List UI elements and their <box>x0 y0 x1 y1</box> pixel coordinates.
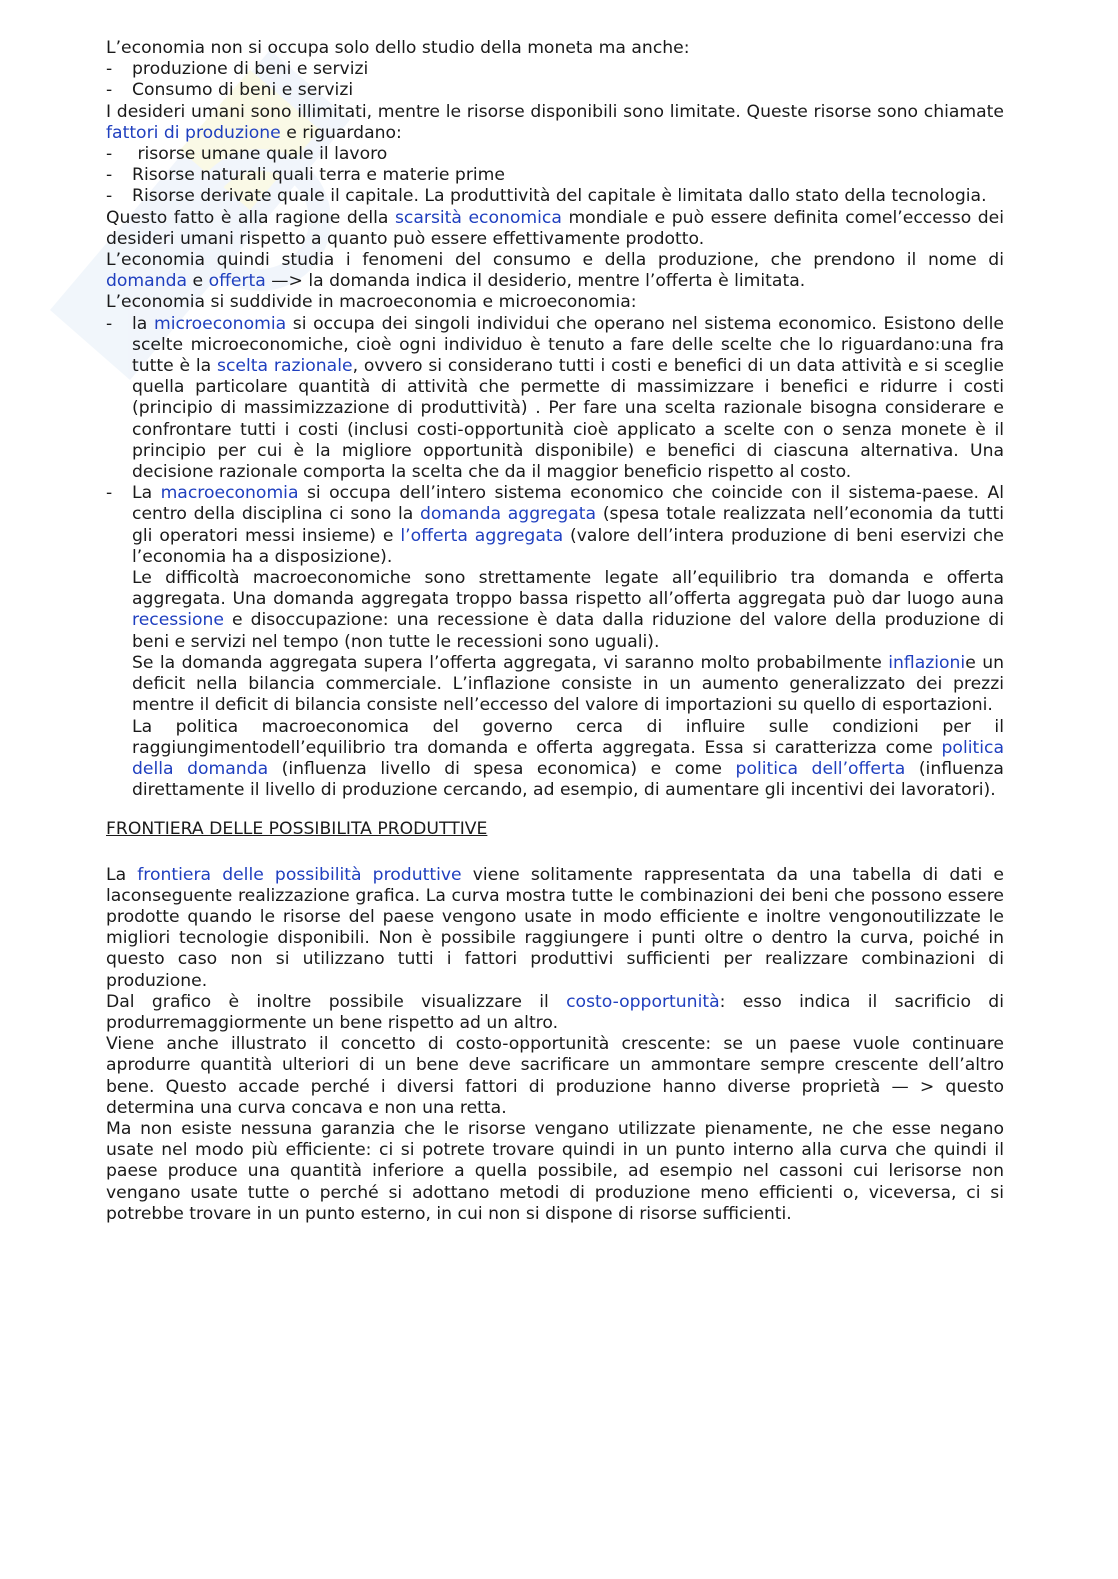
highlight-term: recessione <box>132 610 224 631</box>
section-heading: FRONTIERA DELLE POSSIBILITA PRODUTTIVE <box>106 819 488 840</box>
list-item <box>106 186 1004 207</box>
paragraph: L’economia quindi studia i fenomeni del consumo e della produzione, che prendono il nome di domanda e offerta —> la domanda indica il desiderio, mentre l’offerta è limitata. <box>106 250 1004 292</box>
paragraph: Ma non esiste nessuna garanzia che le risorse vengano utilizzate pienamente, ne che esse negano usate nel modo più efficiente: ci si potrete trovare quindi in un punto interno alla curva che quindi il paese produce una quantità inferiore a quella possibile, ad esempio nel cassoni cui lerisorse non vengano usate tutte o perché si adottano metodi di produzione meno efficienti o, viceversa, ci si potrebbe trovare in un punto esterno, in cui non si dispone di risorse sufficienti. <box>106 1118 1004 1224</box>
highlight-term: fattori di produzione <box>106 122 281 143</box>
paragraph: Dal grafico è inoltre possibile visualizzare il costo-opportunità: esso indica il sacrificio di produrremaggiormente un bene rispetto ad un altro. <box>106 991 1004 1033</box>
highlight-term: costo-opportunità <box>566 991 720 1012</box>
bullet-dash: - <box>106 313 113 334</box>
highlight-term: offerta <box>208 271 266 292</box>
highlight-term: domanda aggregata <box>419 504 597 525</box>
highlight-term: inflazioni <box>888 652 966 673</box>
bullet-dash: - <box>106 144 113 165</box>
list-item <box>106 144 1004 165</box>
document-body <box>106 38 1004 1225</box>
paragraph: L’economia si suddivide in macroeconomia e microeconomia: <box>106 292 637 313</box>
bullet-dash: - <box>106 186 113 207</box>
highlight-term: l’offerta aggregata <box>400 525 564 546</box>
list-item-text: la microeconomia si occupa dei singoli individui che operano nel sistema economico. Esistono delle scelte microeconomiche, cioè ogni individuo è tenuto a fare delle scelte che lo riguardano:una fra tutte è la scelta razionale, ovvero si considerano tutti i costi e benefici di un data attività e si sceglie quella particolare quantità di attività che permette di massimizzare i benefici e ridurre i costi (principio di massimizzazione di produttività) . Per fare una scelta razionale bisogna considerare e confrontare tutti i costi (inclusi costi-opportunità cioè applicato a scelte con o senza monete è il principio per cui è la migliore opportunità disponibile) e benefici di ciascuna alternativa. Una decisione razionale comporta la scelta che da il maggior beneficio rispetto al costo. <box>132 313 1004 483</box>
list-item-microeconomia <box>106 314 1004 484</box>
intro-line: L’economia non si occupa solo dello studio della moneta ma anche: <box>106 38 690 58</box>
highlight-term: politica dell’offerta <box>735 758 906 779</box>
highlight-term: domanda <box>106 271 188 292</box>
bullet-dash: - <box>106 165 113 186</box>
list-item <box>106 165 1004 186</box>
bullet-dash: - <box>106 80 113 101</box>
list-item-text: Consumo di beni e servizi <box>132 80 354 101</box>
list-item-text: Risorse derivate quale il capitale. La produttività del capitale è limitata dallo stato della tecnologia. <box>132 186 987 207</box>
paragraph: Questo fatto è alla ragione della scarsità economica mondiale e può essere definita comel’eccesso dei desideri umani rispetto a quanto può essere effettivamente prodotto. <box>106 207 1005 249</box>
highlight-term: politica della domanda <box>132 737 1004 779</box>
paragraph: Viene anche illustrato il concetto di costo-opportunità crescente: se un paese vuole continuare aprodurre quantità ulteriori di un bene deve sacrificare un ammontare sempre crescente dell’altro bene. Questo accade perché i diversi fattori di produzione hanno diverse proprietà — > questo determina una curva concava e non una retta. <box>106 1034 1004 1118</box>
highlight-term: scelta razionale <box>217 356 353 377</box>
highlight-term: scarsità economica <box>394 207 562 228</box>
bullet-dash: - <box>106 483 113 504</box>
list-item-text: risorse umane quale il lavoro <box>137 144 388 165</box>
list-item <box>106 80 1004 101</box>
list-item-text: Risorse naturali quali terra e materie prime <box>132 165 505 186</box>
list-item-text: La macroeconomia si occupa dell’intero sistema economico che coincide con il sistema-paese. Al centro della disciplina ci sono la domanda aggregata (spesa totale realizzata nell’economia da tutti gli operatori messi insieme) e l’offerta aggregata (valore dell’intera produzione di beni eservizi che l’economia ha a disposizione). Le difficoltà macroeconomiche sono strettamente legate all’equilibrio tra domanda e offerta aggregata. Una domanda aggregata troppo bassa rispetto all’offerta aggregata può dar luogo auna recessione e disoccupazione: una recessione è data dalla riduzione del valore della produzione di beni e servizi nel tempo (non tutte le recessioni sono uguali). Se la domanda aggregata supera l’offerta aggregata, vi saranno molto probabilmente inflazionie un deficit nella bilancia commerciale. L’inflazione consiste in un aumento generalizzato dei prezzi mentre il deficit di bilancia consiste nell’eccesso del valore di importazioni su quello di esportazioni. La politica macroeconomica del governo cerca di influire sulle condizioni per il raggiungimentodell’equilibrio tra domanda e offerta aggregata. Essa si caratterizza come politica della domanda (influenza livello di spesa economica) e come politica dell’offerta (influenza direttamente il livello di produzione cercando, ad esempio, di aumentare gli incentivi dei lavoratori). <box>132 483 1005 801</box>
highlight-term: microeconomia <box>153 313 287 334</box>
list-item-text: produzione di beni e servizi <box>132 59 369 80</box>
list-item <box>106 59 1004 80</box>
bullet-dash: - <box>106 59 113 80</box>
list-item-macroeconomia <box>106 483 1004 801</box>
paragraph: I desideri umani sono illimitati, mentre le risorse disponibili sono limitate. Queste risorse sono chiamate fattori di produzione e riguardano: <box>106 101 1004 143</box>
highlight-term: macroeconomia <box>160 483 299 504</box>
paragraph: La frontiera delle possibilità produttive viene solitamente rappresentata da una tabella di dati e laconseguente realizzazione grafica. La curva mostra tutte le combinazioni dei beni che possono essere prodotte quando le risorse del paese vengono usate in modo efficiente e inoltre vengonoutilizzate le migliori tecnologie disponibili. Non è possibile raggiungere i punti oltre o dentro la curva, poiché in questo caso non si utilizzano tutti i fattori produttivi sufficienti per realizzare combinazioni di produzione. <box>106 864 1004 991</box>
highlight-term: frontiera delle possibilità produttive <box>137 864 462 885</box>
